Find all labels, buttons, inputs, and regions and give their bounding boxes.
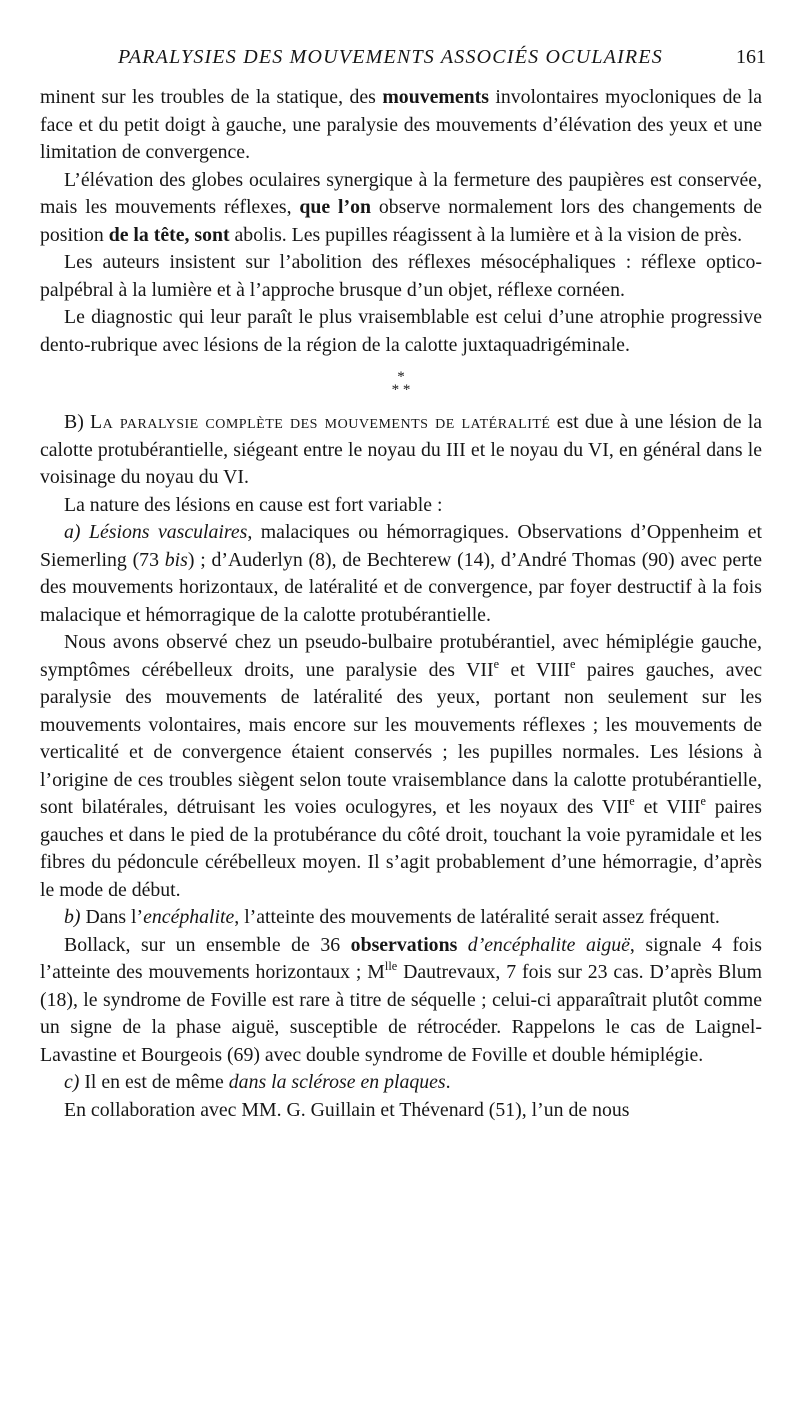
running-title: PARALYSIES DES MOUVEMENTS ASSOCIÉS OCULAIRES	[118, 46, 663, 68]
body-text	[40, 84, 762, 1124]
paragraph-reflexes: Les auteurs insistent sur l’abolition des réflexes mésocéphaliques : réflexe optico-palpébral à la lumière et à l’approche brusque d’un objet, réflexe cornéen.	[40, 251, 762, 301]
paragraph-observation: Nous avons observé chez un pseudo-bulbaire protubérantiel, avec hémiplégie gauche, symptômes cérébelleux droits, une paralysie des VIIe et VIIIe paires gauches, avec paralysie des mouvements de latéralité des yeux, portant non seulement sur les mouvements volontaires, mais encore sur les mouvements réflexes ; les mouvements de verticalité et de convergence étaient conservés ; les pupilles normales. Les lésions à l’origine de ces troubles siègent selon toute vraisemblance dans la calotte protubérantielle, sont bilatérales, détruisant les voies oculogyres, et les noyaux des VIIe et VIIIe paires gauches et dans le pied de la protubérance du côté droit, touchant la voie pyramidale et les fibres du pédoncule cérébelleux moyen. Il s’agit probablement d’une hémorragie, d’après le mode de début.	[40, 631, 763, 901]
paragraph-continued: minent sur les troubles de la statique, des mouvements involontaires myocloniques de la face et du petit doigt à gauche, une paralysie des mouvements d’élévation des yeux et une limitation de convergence.	[40, 86, 762, 163]
paragraph-sclerosis: c) Il en est de même dans la sclérose en plaques.	[64, 1071, 451, 1093]
paragraph-section-b: B) La paralysie complète des mouvements de latéralité est due à une lésion de la calotte protubérantielle, siégeant entre le noyau du III et le noyau du VI, en général dans le voisinage du noyau du VI.	[40, 411, 762, 488]
paragraph-bollack: Bollack, sur un ensemble de 36 observations d’encéphalite aiguë, signale 4 fois l’atteinte des mouvements horizontaux ; $M^{lle}$ Dautrevaux, 7 fois sur 23 cas. D’après Blum (18), le syndrome de Foville est rare à titre de séquelle ; celui-ci apparaîtrait plutôt comme un signe de la phase aiguë, susceptible de rétrocéder. Rappelons le cas de Laignel-Lavastine et Bourgeois (69) avec double syndrome de Foville et double hémiplégie.	[40, 933, 762, 1066]
page-number: 161	[736, 46, 766, 68]
page-header	[118, 46, 766, 74]
section-heading: La paralysie complète des mouvements de latéralité	[89, 411, 551, 433]
paragraph-collaboration: En collaboration avec MM. G. Guillain et Thévenard (51), l’un de nous	[64, 1098, 630, 1121]
paragraph-nature: La nature des lésions en cause est fort variable :	[64, 493, 443, 516]
paragraph-elevation: L’élévation des globes oculaires synergique à la fermeture des paupières est conservée, mais les mouvements réflexes, que l’on observe normalement lors des changements de position de la tête, sont abolis. Les pupilles réagissent à la lumière et à la vision de près.	[40, 168, 762, 246]
paragraph-vascular: a) Lésions vasculaires, malaciques ou hémorragiques. Observations d’Oppenheim et Siemerling (73 bis) ; d’Auderlyn (8), de Bechterew (14), d’André Thomas (90) avec perte des mouvements horizontaux, de latéralité et de convergence, par foyer destructif à la fois malacique et hémorragique de la calotte protubérantielle.	[40, 521, 762, 626]
paragraph-diagnosis: Le diagnostic qui leur paraît le plus vraisemblable est celui d’une atrophie progressive dento-rubrique avec lésions de la région de la calotte juxtaquadrigéminale.	[40, 306, 762, 356]
section-asterism: * * *	[391, 369, 411, 398]
paragraph-encephalitis: b) Dans l’encéphalite, l’atteinte des mouvements de latéralité serait assez fréquent.	[64, 906, 720, 928]
